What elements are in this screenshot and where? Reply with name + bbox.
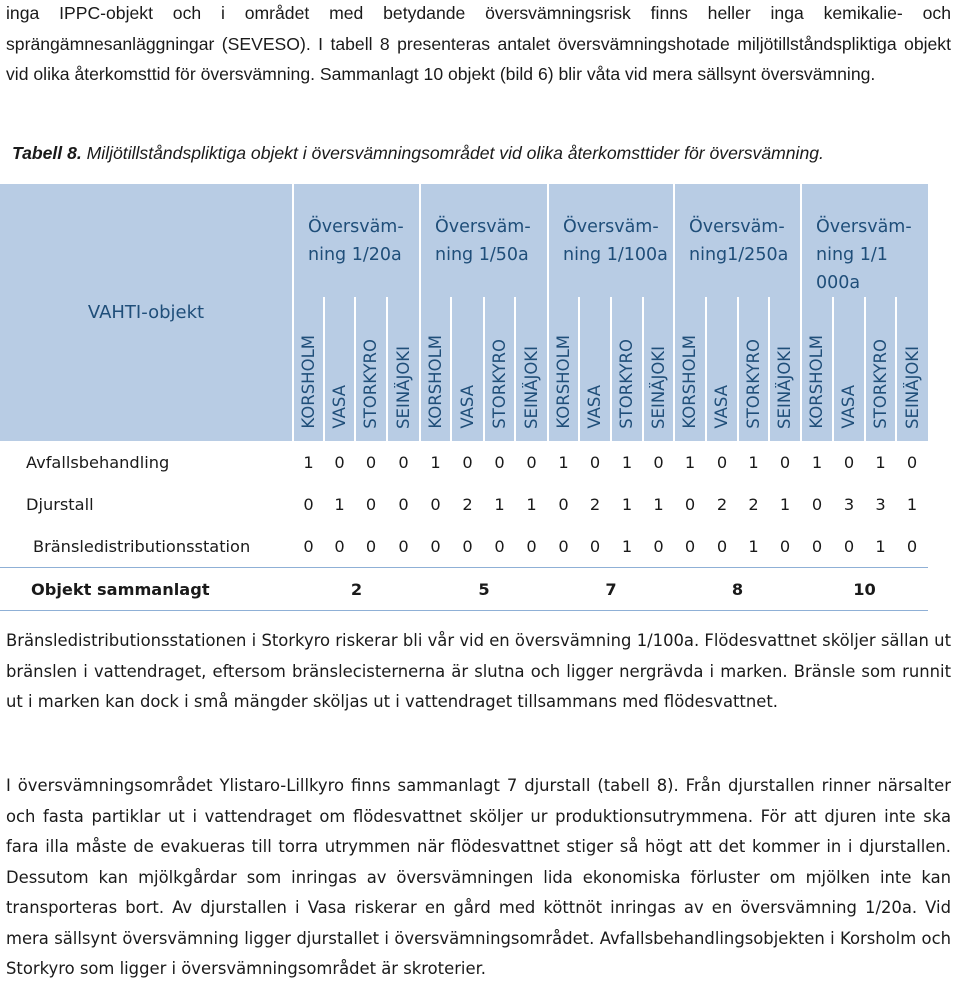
table-cell: 0 [365,452,377,472]
sub-header-seinajoki: SEINÄJOKI [896,297,928,441]
table-row [0,483,928,525]
table-caption [12,143,824,164]
table-cell: 0 [811,536,823,556]
table-cell: 1 [684,452,696,472]
row-label: Bränsledistributionsstation [33,536,251,556]
animal-farms-paragraph: I översvämningsområdet Ylistaro-Lillkyro finns sammanlagt 7 djurstall (tabell 8). Från djurstallen rinner närsalter och fasta partiklar ut i vattendraget om flödesvattnet sköljer ur produktionsutrymmena. För att djuren inte ska fara illa måste de evakueras till torra utrymmen när flödesvattnet stiger så högt att det kommer in i djurstallen. Dessutom kan mjölkgårdar som inringas av översvämningen lida ekonomiska förluster om mjölken inte kan transporteras bort. Av djurstallen i Vasa riskerar en gård med köttnöt inringas av en översvämning 1/20a. Vid mera sällsynt översvämning ligger djurstallet i översvämningsområdet. Avfallsbehandlingsobjekten i Korsholm och Storkyro som ligger i översvämningsområdet är skroterier. [6,776,951,978]
table-cell: 1 [621,494,633,514]
table-cell: 0 [843,536,855,556]
table-cell: 0 [779,536,791,556]
table-cell: 1 [334,494,345,514]
table-cell: 0 [653,536,664,556]
sub-header-seinajoki: SEINÄJOKI [769,297,801,441]
sub-header-korsholm: KORSHOLM [674,297,706,441]
table-cell: 0 [558,536,569,556]
table-cell: 0 [811,494,823,514]
table-cell: 0 [398,452,409,472]
table-cell: 1 [526,494,537,514]
table-cell: 3 [843,494,855,514]
sub-header-vasa: VASA [579,297,611,441]
sub-header-seinajoki: SEINÄJOKI [515,297,548,441]
sub-header-vasa: VASA [451,297,484,441]
sub-header-korsholm: KORSHOLM [420,297,451,441]
total-1-20a: 2 [293,568,420,611]
table-cell: 1 [430,452,441,472]
table-cell: 0 [494,536,505,556]
table-cell: 0 [430,536,441,556]
totals-label: Objekt sammanlagt [0,568,293,611]
total-1-50a: 5 [420,568,548,611]
sub-header-storkyro: STORKYRO [355,297,387,441]
sub-header-korsholm: KORSHOLM [801,297,833,441]
table-cell: 1 [558,452,569,472]
table-row [0,441,928,483]
intro-paragraph: inga IPPC-objekt och i området med betydande översvämningsrisk finns heller inga kemikalie- och sprängämnesanläggningar (SEVESO). I tabell 8 presenteras antalet översvämningshotade miljötillståndspliktiga objekt vid olika återkomsttid för översvämning. Sammanlagt 10 objekt (bild 6) blir våta vid mera sällsynt översvämning. [6,3,951,84]
table-cell: 0 [526,536,537,556]
table-cell: 0 [589,452,601,472]
table-cell: 1 [875,536,886,556]
totals-row [0,568,928,611]
sub-header-storkyro: STORKYRO [484,297,515,441]
total-1-100a: 7 [548,568,674,611]
sub-header-storkyro: STORKYRO [611,297,643,441]
row-label: Djurstall [26,494,94,514]
group-header-1-50a: Översväm-ning 1/50a [420,184,548,297]
group-header-1-20a: Översväm-ning 1/20a [293,184,420,297]
sub-header-storkyro: STORKYRO [738,297,769,441]
sub-header-korsholm: KORSHOLM [293,297,324,441]
table-cell: 0 [526,452,537,472]
total-1-250a: 8 [674,568,801,611]
table-cell: 1 [303,452,314,472]
sub-header-vasa: VASA [324,297,355,441]
sub-header-seinajoki: SEINÄJOKI [643,297,674,441]
table-cell: 3 [875,494,886,514]
sub-header-seinajoki: SEINÄJOKI [387,297,420,441]
fuel-station-paragraph: Bränsledistributionsstationen i Storkyro riskerar bli vår vid en översvämning 1/100a. Flödesvattnet sköljer sällan ut bränslen i vattendraget, eftersom bränslecisternerna är slutna och ligger nergrävda i marken. Bränsle som runnit ut i marken kan dock i små mängder sköljas ut i vattendraget tillsammans med flödesvattnet. [6,631,951,711]
caption-label: Tabell 8. [12,143,82,163]
table-cell: 0 [779,452,791,472]
table-cell: 0 [716,452,728,472]
table-cell: 0 [365,536,377,556]
table-cell: 1 [811,452,823,472]
table-cell: 2 [716,494,728,514]
sub-header-storkyro: STORKYRO [865,297,896,441]
table-cell: 0 [303,536,314,556]
table-cell: 1 [906,494,918,514]
table-cell: 0 [398,536,409,556]
table-cell: 1 [494,494,505,514]
total-1-1000a: 10 [801,568,928,611]
table-cell: 0 [462,452,473,472]
group-header-1-100a: Översväm-ning 1/100a [548,184,674,297]
sub-header-korsholm: KORSHOLM [548,297,579,441]
table-cell: 1 [748,536,759,556]
table-cell: 0 [494,452,505,472]
table-cell: 1 [621,536,633,556]
table-cell: 0 [843,452,855,472]
table-cell: 0 [906,452,918,472]
table-cell: 0 [653,452,664,472]
table-cell: 0 [906,536,918,556]
caption-text: Miljötillståndspliktiga objekt i översvämningsområdet vid olika återkomsttider för översvämning. [86,143,824,163]
table-cell: 2 [462,494,473,514]
sub-header-vasa: VASA [706,297,738,441]
vahti-objekt-header: VAHTI-objekt [87,302,205,323]
row-label: Avfallsbehandling [26,452,170,472]
table-cell: 0 [684,536,696,556]
table-row [0,525,928,568]
table-cell: 0 [398,494,409,514]
table-cell: 1 [748,452,759,472]
table-cell: 0 [684,494,696,514]
table-cell: 1 [653,494,664,514]
table-cell: 1 [779,494,791,514]
table-cell: 0 [303,494,314,514]
table-cell: 0 [589,536,601,556]
table-cell: 0 [365,494,377,514]
table-cell: 0 [462,536,473,556]
table-cell: 1 [875,452,886,472]
table-cell: 1 [621,452,633,472]
table-cell: 0 [334,452,345,472]
table-cell: 0 [558,494,569,514]
sub-header-vasa: VASA [833,297,865,441]
table-cell: 2 [748,494,759,514]
group-header-1-1000a: Översväm-ning 1/1 000a [801,184,928,297]
group-header-1-250a: Översväm-ning1/250a [674,184,801,297]
table-cell: 0 [716,536,728,556]
vahti-objects-table [0,184,928,611]
table-cell: 0 [334,536,345,556]
table-cell: 2 [589,494,601,514]
table-cell: 0 [430,494,441,514]
